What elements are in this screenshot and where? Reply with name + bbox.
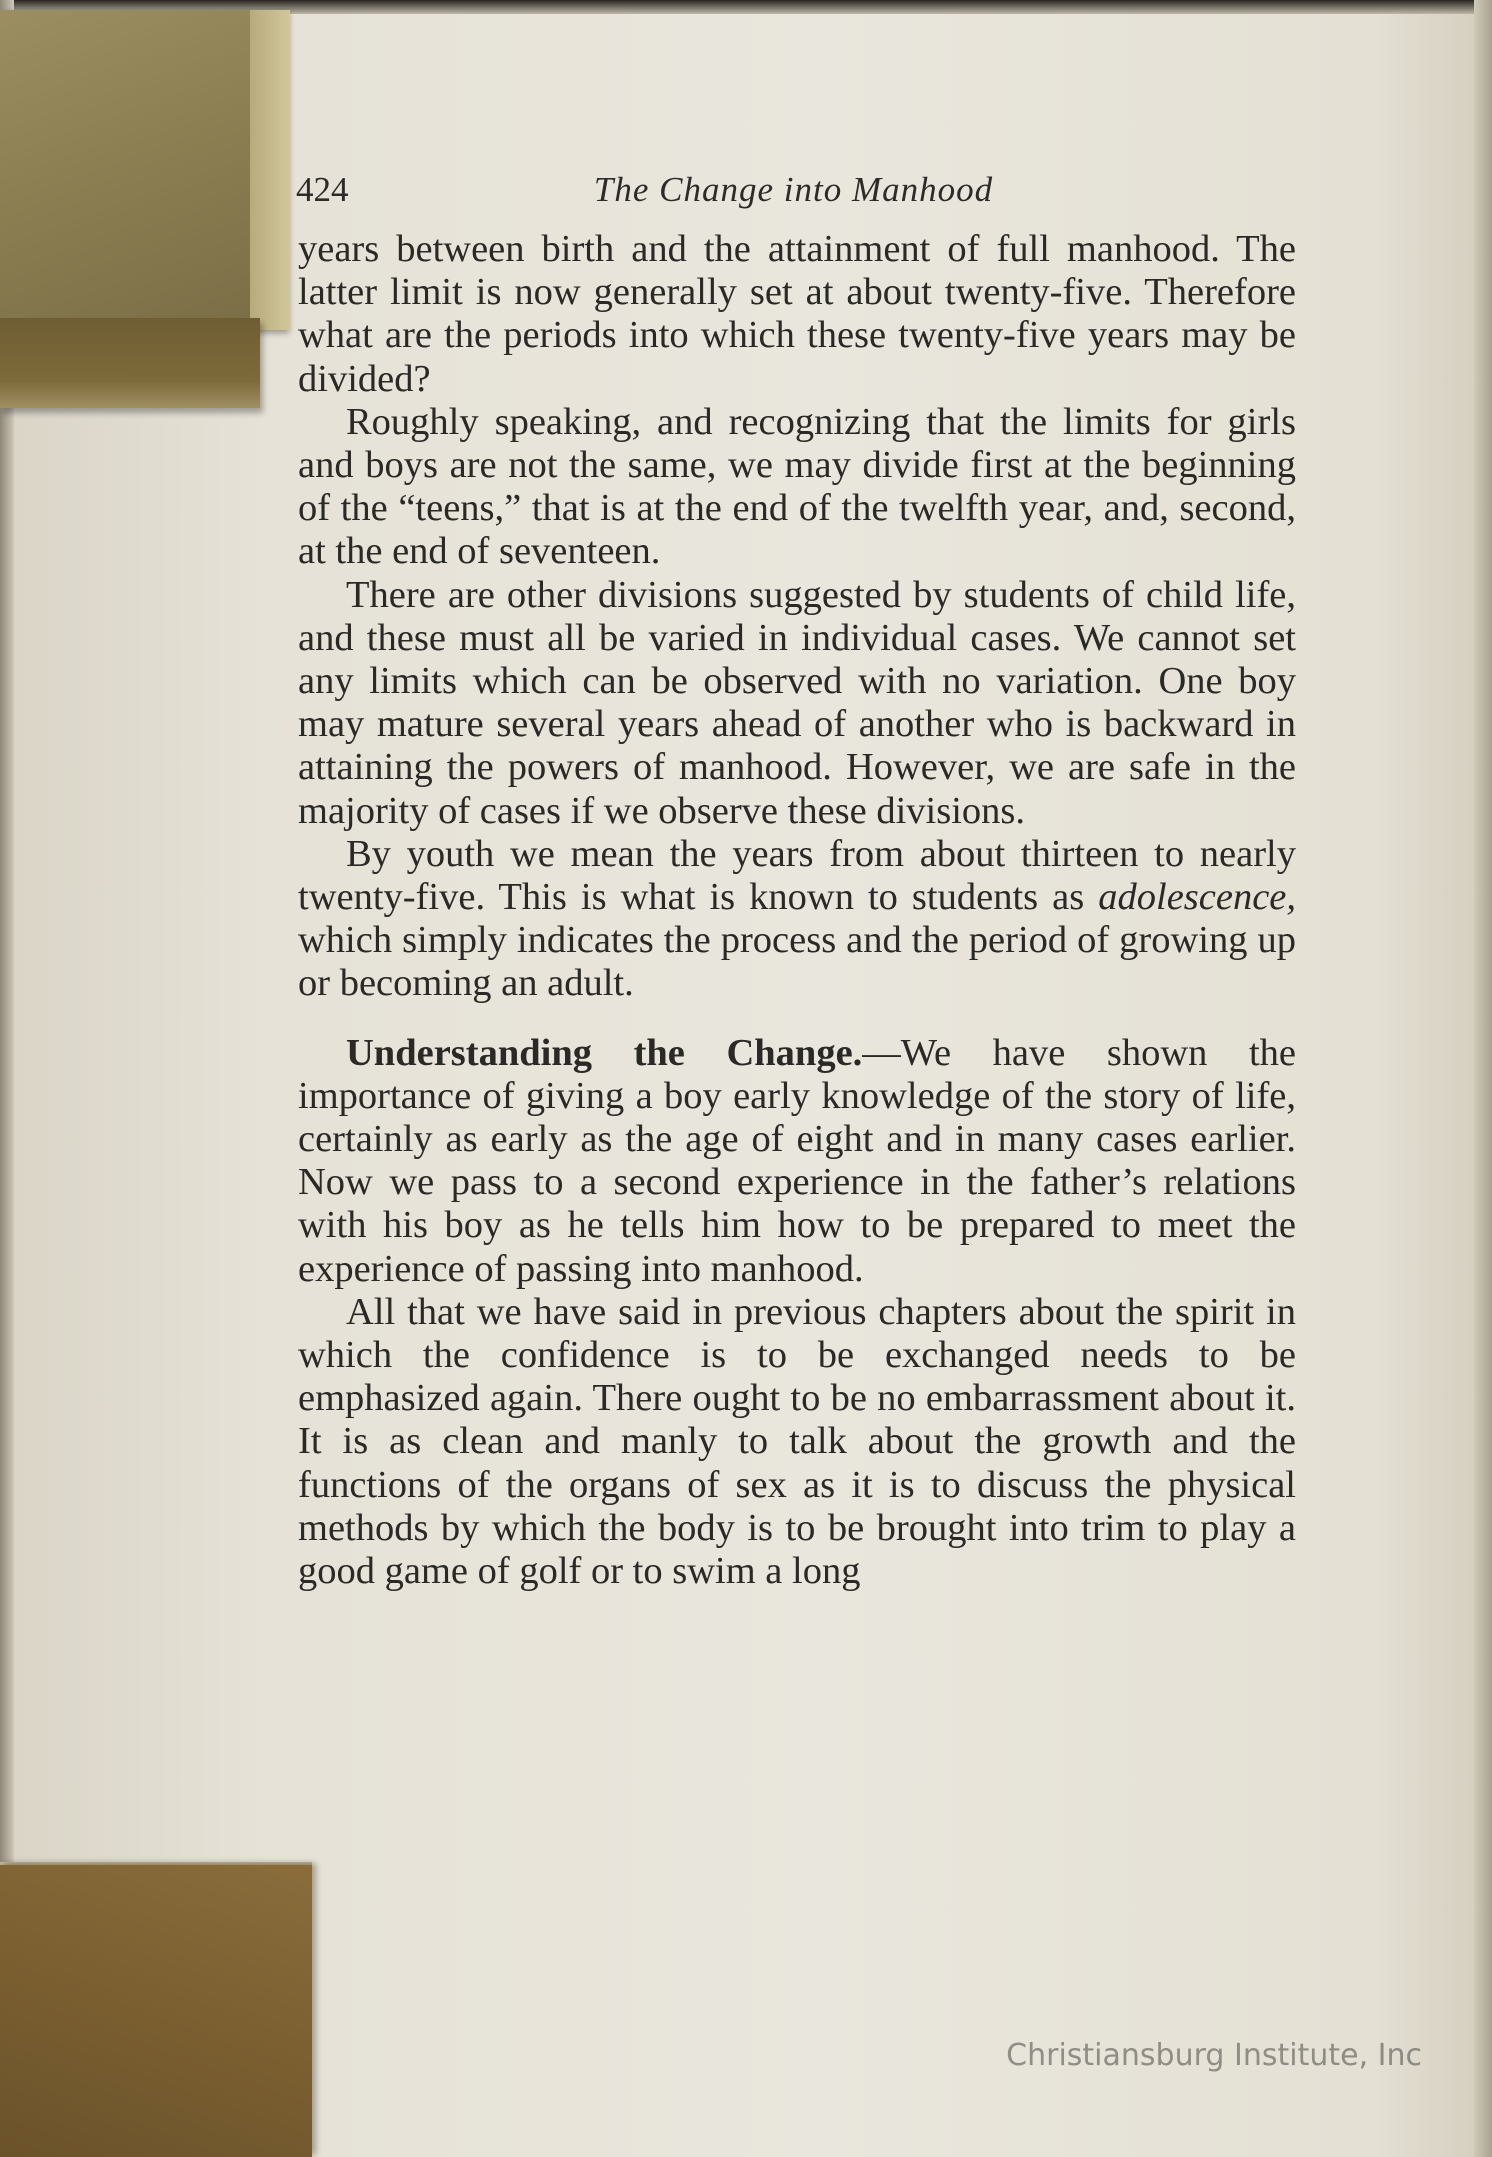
page-right-edge — [1474, 0, 1492, 2157]
paragraph-youth-text-end: which simply indicates the process and the period of growing up or becoming an adult. — [298, 919, 1296, 1005]
paragraph-youth-text: By youth we mean the years from about thirteen to nearly twenty-five. This is what is known to students as — [298, 832, 1296, 919]
tape-strip-bottom — [0, 1865, 312, 2157]
tape-strip-top — [0, 10, 285, 330]
section-heading: Understanding the Change. — [346, 1031, 863, 1074]
paragraph-divisions: There are other divisions suggested by students of child life, and these must all be varied in individual cases. We cannot set any limits which can be observed with no variation. One boy may mature several years ahead of another who is backward in attaining the powers of manhood. However, we are safe in the majority of cases if we observe these divisions. — [298, 573, 1296, 832]
paragraph-youth — [298, 833, 1296, 1006]
italic-term: adolescence, — [1098, 876, 1296, 919]
paragraph-understanding — [298, 1032, 1296, 1291]
running-title: The Change into Manhood — [593, 170, 994, 209]
section-paragraph-text: —We have shown the importance of giving a boy early knowledge of the story of life, certainly as early as the age of eight and in many cases earlier. Now we pass to a second experience in the father’s relations with his boy as he tells him how to be prepared to meet the experience of passing into manhood. — [298, 1031, 1297, 1290]
tape-strip-top-edge — [250, 10, 290, 330]
paragraph-spirit: All that we have said in previous chapters about the spirit in which the confidence is to be exchanged needs to be emphasized again. There ought to be no embarrassment about it. It is as clean and manly to talk about the growth and the functions of the organs of sex as it is to discuss the physical methods by which the body is to be brought into trim to play a good game of golf or to swim a long — [298, 1290, 1296, 1593]
watermark: Christiansburg Institute, Inc — [1006, 2038, 1422, 2073]
paragraph-continued: years between birth and the attainment of full manhood. The latter limit is now generally set at about twenty-five. Therefore what are the periods into which these twenty-five years may be divided? — [298, 228, 1296, 400]
page-number: 424 — [296, 170, 349, 209]
running-header — [296, 170, 1291, 216]
paragraph-periods: Roughly speaking, and recognizing that the limits for girls and boys are not the same, we may divide first at the beginning of the “teens,” that is at the end of the twelfth year, and, second, at the end of seventeen. — [298, 400, 1296, 573]
body-text — [298, 228, 1296, 1593]
tape-strip-top-fold — [0, 318, 260, 408]
